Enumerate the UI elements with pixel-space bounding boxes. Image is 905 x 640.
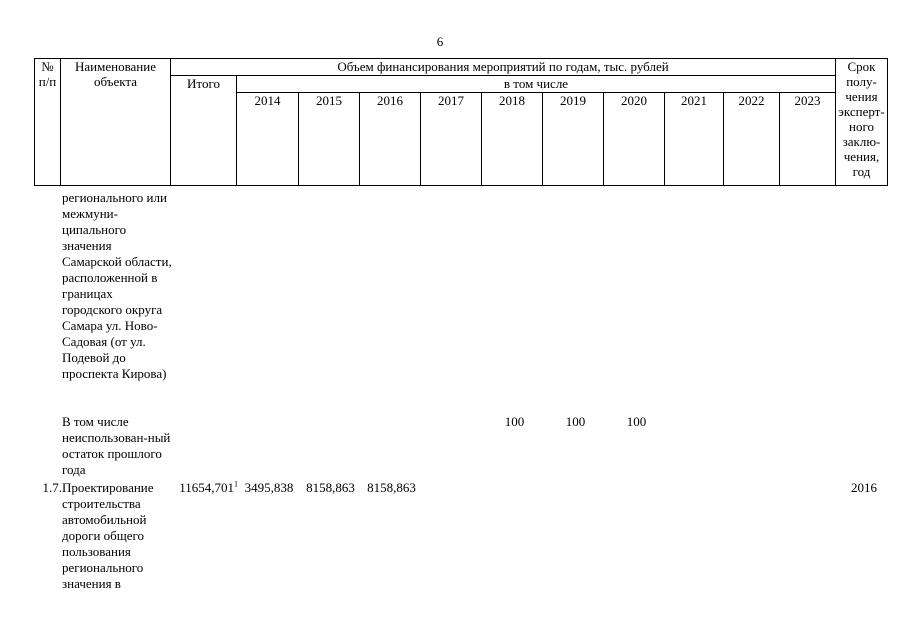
year-header: 2019 (543, 93, 604, 186)
item-term-value: 2016 (851, 480, 877, 495)
table-header (34, 58, 888, 186)
year-header: 2014 (237, 93, 299, 186)
year-header: 2018 (482, 93, 543, 186)
unused-balance-2019-value: 100 (565, 414, 586, 429)
item-2016-value: 8158,863 (367, 480, 416, 495)
unused-balance-2020-value: 100 (626, 414, 647, 429)
year-header: 2015 (299, 93, 360, 186)
item-name: Проектирование строительства автомобильной дороги общего пользования регионального значения в (62, 480, 154, 591)
item-number: 1.7. (42, 480, 62, 495)
year-header: 2020 (604, 93, 665, 186)
year-header: 2017 (421, 93, 482, 186)
unused-balance-row-name: В том числе неиспользован-ный остаток прошлого года (62, 414, 171, 477)
col-funding-header: Объем финансирования мероприятий по годам, тыс. рублей (171, 59, 836, 76)
item-total-value: 11654,701$^1$ (179, 479, 238, 495)
year-header: 2023 (780, 93, 836, 186)
year-header: 2016 (360, 93, 421, 186)
page-number: 6 (436, 34, 444, 49)
col-number-header: № п/п (35, 59, 61, 186)
year-header: 2022 (724, 93, 780, 186)
item-2014-value: 3495,838 (244, 480, 294, 495)
col-term-header: Срок полу-чения эксперт-ного заклю-чения, год (836, 59, 888, 186)
col-total-header: Итого (171, 76, 237, 186)
col-name-header: Наименование объекта (61, 59, 171, 186)
unused-balance-2018-value: 100 (504, 414, 525, 429)
continuation-row-name: регионального или межмуни-ципального значения Самарской области, расположенной в границах городского округа Самара ул. Ново-Садовая (от ул. Подевой до проспекта Кирова) (62, 190, 172, 381)
footnote-mark: 1 (234, 479, 238, 489)
item-2015-value: 8158,863 (306, 480, 355, 495)
col-including-header: в том числе (237, 76, 836, 93)
year-header: 2021 (665, 93, 724, 186)
